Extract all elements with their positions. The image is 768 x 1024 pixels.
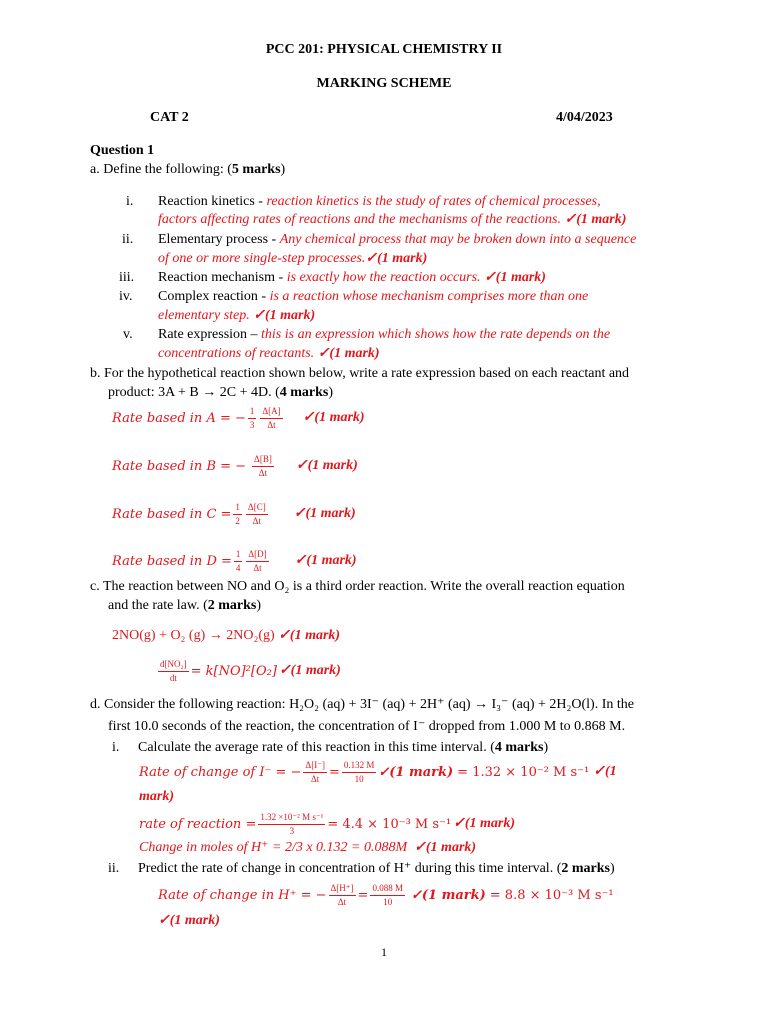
definition-term: Reaction mechanism - xyxy=(158,270,287,285)
coefficient-fraction: $\frac{1}{4}$ xyxy=(235,549,241,573)
part-c-prompt: c. The reaction between NO and O₂ is a third order reaction. Write the overall reaction equation xyxy=(90,579,625,594)
delta-fraction: Δ[D] Δt xyxy=(248,549,267,573)
definition-answer: concentrations of reactants. xyxy=(158,346,315,361)
mark-tick: ✓(1 mark) xyxy=(294,553,357,568)
rate-law-fraction: $\frac{\text{d[NO₂]}}{dt}$ xyxy=(160,659,187,683)
mark-tick: ✓(1 mark) xyxy=(410,887,486,903)
definition-item xyxy=(158,233,636,247)
rate-law-expression: = k[NO]²[O₂] xyxy=(190,663,277,679)
definition-number: i. xyxy=(126,194,134,209)
coefficient-fraction: $\frac{1}{2}$ xyxy=(235,502,240,526)
document-subtitle: MARKING SCHEME xyxy=(316,76,452,91)
result-value: = 1.32 × 10⁻² M s⁻¹ xyxy=(457,764,590,780)
value-fraction: $\frac{\text{1.32 ×10⁻² M s⁻¹}}{3}$ xyxy=(260,812,324,836)
definition-continuation xyxy=(158,309,315,323)
sub-i-question xyxy=(138,741,548,755)
rate-law xyxy=(156,655,341,687)
definition-term: Rate expression – xyxy=(158,327,262,342)
definition-term: Elementary process - xyxy=(158,232,280,247)
question-title: Question 1 xyxy=(90,143,155,158)
mark-tick: ✓(1 mark) xyxy=(414,840,477,855)
delta-fraction: $\frac{\Delta[B]}{\Delta t}$ xyxy=(254,454,272,478)
mark-tick: ✓(1 mark) xyxy=(564,212,627,227)
mark-tick: ✓(1 mark) xyxy=(278,663,341,678)
definition-answer: is exactly how the reaction occurs. xyxy=(286,270,481,285)
reaction-equation xyxy=(112,629,340,643)
part-b-close: ) xyxy=(328,385,334,400)
definition-item xyxy=(158,195,601,209)
rate-of-change-i: Rate of change of I⁻ = − $\frac{\Delta[I^-]}{\Delta t}$ = $\frac{0.132 M}{10}$ ✓(1 mark) = 1.32 × 10⁻² M s⁻¹ ✓(1 xyxy=(139,760,617,784)
delta-fraction: Δ[C] Δt xyxy=(247,502,266,526)
rate-label: Rate based in C = xyxy=(112,506,232,522)
definition-number: iii. xyxy=(119,270,135,285)
rate-of-change-ii: Rate of change in H⁺ = − $\frac{\Delta[H^+]}{\Delta t}$ = $\frac{0.088 M}{10}$ ✓(1 mark) = 8.8 × 10⁻³ M s⁻¹ xyxy=(158,883,614,907)
definition-answer: elementary step. xyxy=(158,308,250,323)
rate-expression-d xyxy=(112,545,357,577)
definition-term: Complex reaction - xyxy=(158,289,270,304)
part-b-prompt-line2 xyxy=(108,386,333,400)
sub-ii-question xyxy=(138,862,615,876)
moles-text: Change in moles of H⁺ = 2/3 x 0.132 = 0.088M xyxy=(139,840,408,855)
mark-tick: ✓(1 mark) xyxy=(253,308,316,323)
sub-ii-text: Predict the rate of change in concentration of H⁺ during this time interval. ( xyxy=(138,861,562,876)
sub-i-number: i. xyxy=(112,740,120,755)
part-d-prompt: d. Consider the following reaction: H₂O₂ (aq) + 3I⁻ (aq) + 2H⁺ (aq) → I₃⁻ (aq) + 2H₂O(l). In the xyxy=(90,697,634,712)
part-c-marks: 2 marks xyxy=(207,598,257,613)
definition-continuation xyxy=(158,252,427,266)
part-a-prompt-text: a. Define the following: ( xyxy=(90,162,232,177)
rate-label: Rate based in D = xyxy=(112,553,232,569)
sub-ii-marks: 2 marks xyxy=(561,861,610,876)
mark-tick-continuation: mark) xyxy=(139,789,174,804)
definition-answer: reaction kinetics is the study of rates of chemical processes, xyxy=(266,194,601,209)
mark-tick: ✓(1 mark) xyxy=(365,251,428,266)
page-number: 1 xyxy=(381,945,387,959)
delta-fraction: $\frac{\Delta[I^-]}{\Delta t}$ xyxy=(305,760,325,784)
rate-label: Rate of change of I⁻ = − xyxy=(139,764,302,780)
definition-item xyxy=(158,290,588,304)
mark-tick: ✓(1 mark) xyxy=(295,458,358,473)
definition-answer: factors affecting rates of reactions and the mechanisms of the reactions. xyxy=(158,212,561,227)
rate-label: rate of reaction = xyxy=(139,816,257,832)
definition-number: iv. xyxy=(119,289,133,304)
part-c-text: and the rate law. ( xyxy=(108,598,208,613)
mark-tick: ✓(1 mark) xyxy=(317,346,380,361)
sub-i-text: Calculate the average rate of this reaction in this time interval. ( xyxy=(138,740,495,755)
definition-continuation xyxy=(158,347,380,361)
definition-term: Reaction kinetics - xyxy=(158,194,267,209)
part-c-close: ) xyxy=(256,598,262,613)
part-a-marks: 5 marks xyxy=(231,162,281,177)
rate-label: Rate based in A = − xyxy=(112,410,246,426)
definition-answer: this is an expression which shows how the rate depends on the xyxy=(261,327,611,342)
moles-change-line xyxy=(139,841,476,855)
part-d-prompt-line2: first 10.0 seconds of the reaction, the concentration of I⁻ dropped from 1.000 M to 0.868 M. xyxy=(108,719,626,734)
definition-number: ii. xyxy=(122,232,134,247)
rate-of-reaction xyxy=(139,808,515,840)
part-c-prompt-line2 xyxy=(108,599,261,613)
definition-item xyxy=(158,328,610,342)
mark-tick: ✓(1 mark) xyxy=(453,816,516,831)
delta-fraction: Δ[A] Δt xyxy=(262,406,281,430)
rate-expression-c xyxy=(112,498,356,530)
sub-i-marks: 4 marks xyxy=(494,740,544,755)
result-value: = 8.8 × 10⁻³ M s⁻¹ xyxy=(489,887,614,903)
rate-label: Rate based in B = − xyxy=(112,458,247,474)
cat-label: CAT 2 xyxy=(150,110,189,125)
coefficient-fraction: $\frac{1}{3}$ xyxy=(249,406,255,430)
mark-tick: ✓(1 mark) xyxy=(484,270,546,285)
value-fraction: $\frac{0.088 M}{10}$ xyxy=(372,883,403,907)
definition-continuation xyxy=(158,213,626,227)
part-a-close: ) xyxy=(280,162,286,177)
mark-tick: ✓(1 mark) xyxy=(278,628,341,643)
mark-tick: ✓(1 mark) xyxy=(293,506,356,521)
document-title: PCC 201: PHYSICAL CHEMISTRY II xyxy=(265,42,503,57)
sub-i-close: ) xyxy=(543,740,549,755)
mark-tick-continuation: ✓(1 mark) xyxy=(158,913,220,928)
exam-date: 4/04/2023 xyxy=(556,110,613,125)
sub-ii-number: ii. xyxy=(108,861,120,876)
definition-answer: Any chemical process that may be broken down into a sequence xyxy=(279,232,637,247)
delta-fraction: $\frac{\Delta[H^+]}{\Delta t}$ xyxy=(330,883,354,907)
equation-text: 2NO(g) + O₂ (g) → 2NO₂(g) xyxy=(112,628,275,643)
rate-label: Rate of change in H⁺ = − xyxy=(158,887,327,903)
mark-tick: ✓(1 mark) xyxy=(302,410,365,425)
rate-expression-b xyxy=(112,450,358,482)
part-a-prompt xyxy=(90,163,285,177)
result-value: = 4.4 × 10⁻³ M s⁻¹ xyxy=(327,816,452,832)
part-b-marks: 4 marks xyxy=(279,385,329,400)
mark-tick: ✓(1 mark) xyxy=(378,764,454,780)
part-b-reaction: product: 3A + B → 2C + 4D. ( xyxy=(108,385,280,400)
sub-ii-close: ) xyxy=(610,861,615,876)
value-fraction: $\frac{0.132 M}{10}$ xyxy=(343,760,375,784)
definition-answer: is a reaction whose mechanism comprises more than one xyxy=(269,289,589,304)
definition-answer: of one or more single-step processes. xyxy=(158,251,366,266)
mark-tick: ✓(1 xyxy=(593,764,617,779)
part-b-prompt: b. For the hypothetical reaction shown below, write a rate expression based on each reactant and xyxy=(90,366,630,381)
rate-expression-a xyxy=(112,402,365,434)
definition-number: v. xyxy=(123,327,133,342)
definition-item xyxy=(158,271,546,285)
